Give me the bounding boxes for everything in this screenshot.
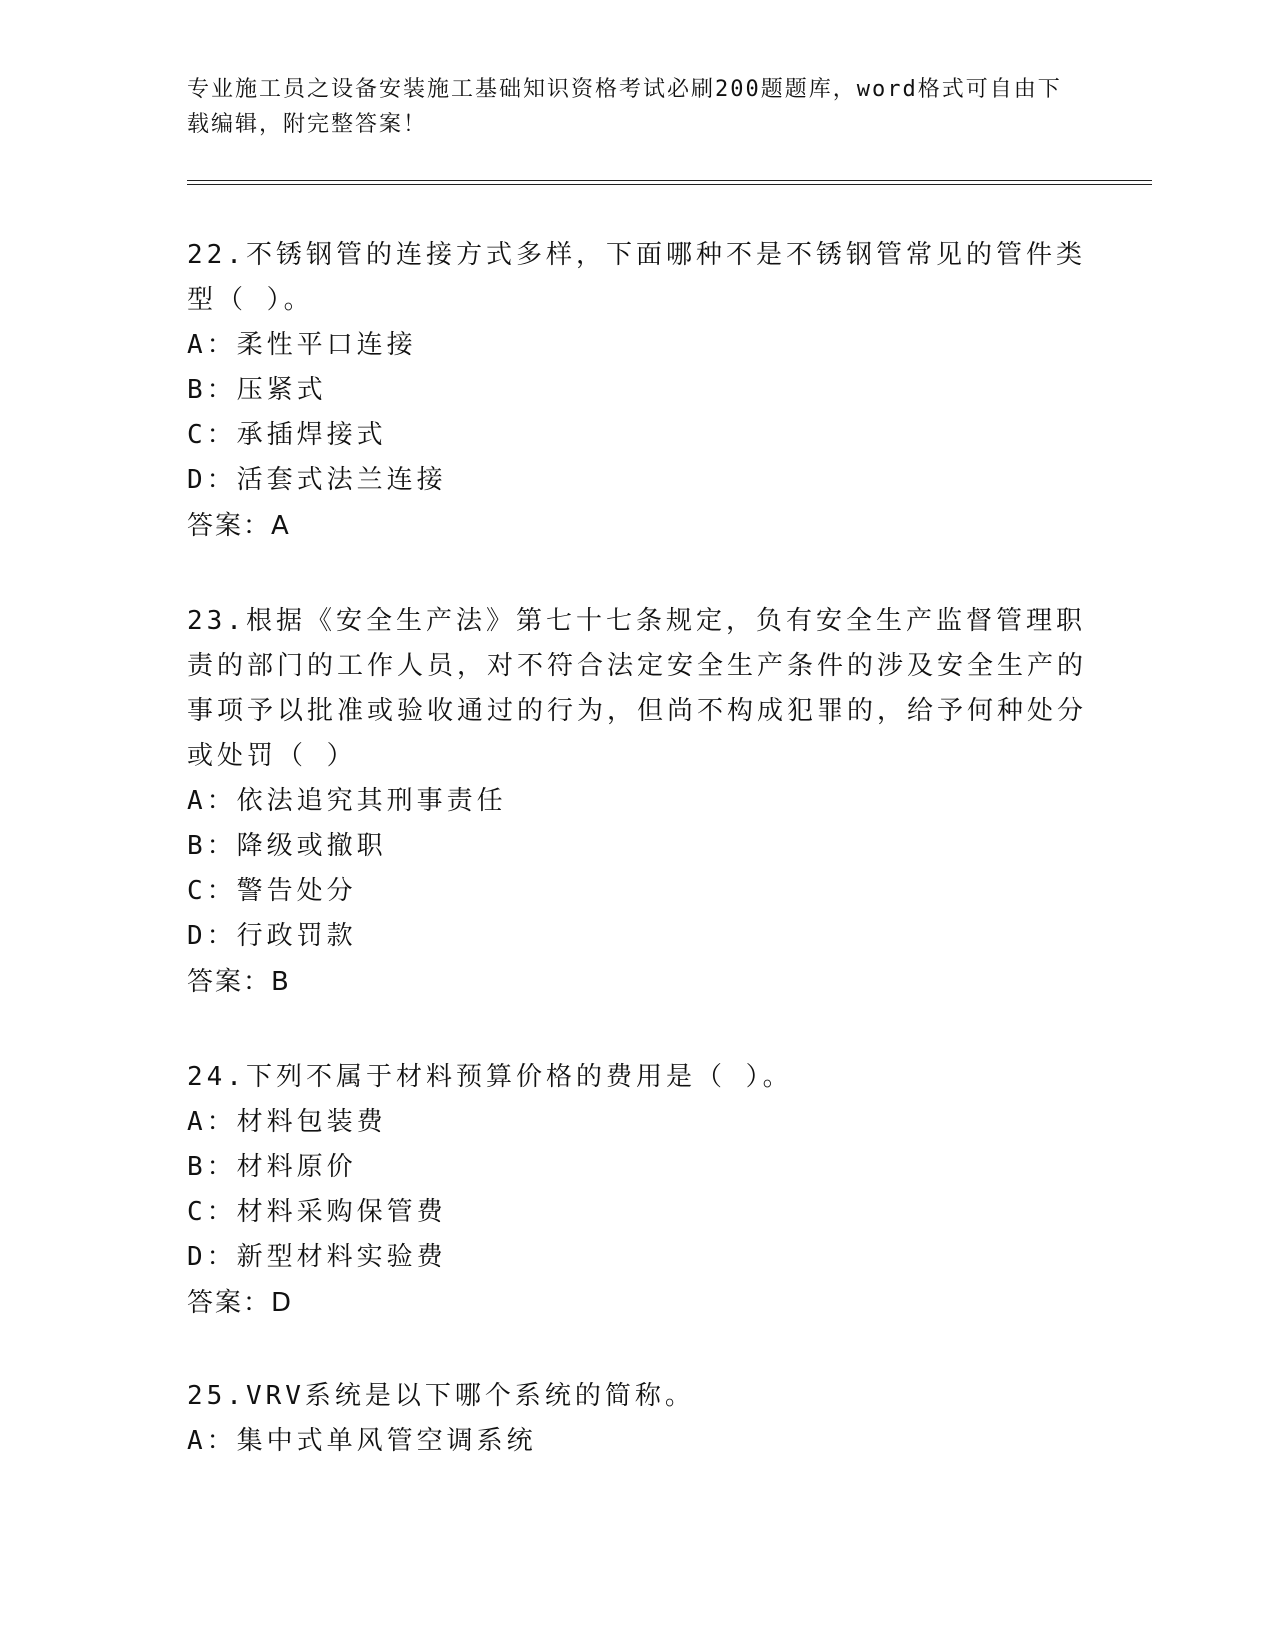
option-d: D：新型材料实验费 (187, 1242, 447, 1272)
option-a: A：集中式单风管空调系统 (187, 1426, 537, 1456)
document-header: 专业施工员之设备安装施工基础知识资格考试必刷200题题库，word格式可自由下载编辑，附完整答案！ (187, 77, 1062, 137)
option-c: C：材料采购保管费 (187, 1197, 447, 1227)
question-stem: 24.下列不属于材料预算价格的费用是（ ）。 (187, 1062, 793, 1092)
option-b: B：材料原价 (187, 1152, 357, 1182)
option-b: B：降级或撤职 (187, 831, 387, 861)
question-stem: 23.根据《安全生产法》第七十七条规定，负有安全生产监督管理职责的部门的工作人员，对不符合法定安全生产条件的涉及安全生产的事项予以批准或验收通过的行为，但尚不构成犯罪的，给予何种处分或处罚（ ） (187, 606, 1088, 771)
option-c: C：承插焊接式 (187, 420, 387, 450)
option-c: C：警告处分 (187, 876, 357, 906)
option-a: A：依法追究其刑事责任 (187, 786, 507, 816)
question-24 (187, 1055, 1087, 1326)
question-25 (187, 1374, 1087, 1464)
question-22 (187, 233, 1087, 549)
question-stem: 22.不锈钢管的连接方式多样，下面哪种不是不锈钢管常见的管件类型（ ）。 (187, 240, 1086, 315)
question-23 (187, 599, 1087, 1005)
option-d: D：活套式法兰连接 (187, 465, 447, 495)
option-a: A：柔性平口连接 (187, 330, 417, 360)
option-d: D：行政罚款 (187, 921, 357, 951)
answer: 答案：D (187, 1288, 294, 1318)
answer: 答案：A (187, 511, 291, 541)
header-divider-top (187, 180, 1152, 181)
answer: 答案：B (187, 967, 291, 997)
header-divider-bottom (187, 184, 1152, 185)
question-stem: 25.VRV系统是以下哪个系统的简称。 (187, 1381, 695, 1411)
option-b: B：压紧式 (187, 375, 327, 405)
option-a: A：材料包装费 (187, 1107, 387, 1137)
